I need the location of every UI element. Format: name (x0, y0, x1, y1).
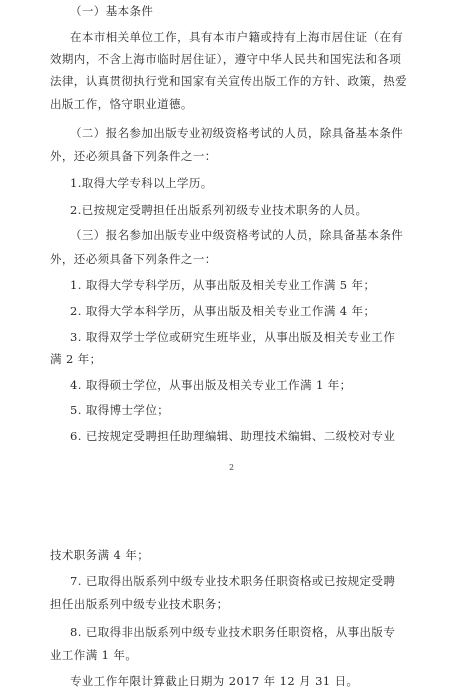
section-3-item-continuation: 技术职务满 4 年； (50, 548, 150, 562)
section-1-body-line: 效期内，不含上海市临时居住证），遵守中华人民共和国宪法和各项 (50, 52, 402, 66)
section-2-heading-line: 外，还必须具备下列条件之一： (50, 149, 217, 163)
deadline-note: 专业工作年限计算截止日期为 2017 年 12 月 31 日。 (70, 674, 359, 688)
section-3-item-continuation: 业工作满 1 年。 (50, 648, 138, 662)
section-3-item: 5. 取得博士学位； (70, 403, 170, 417)
section-3-item: 6. 已按规定受聘担任助理编辑、助理技术编辑、二级校对专业 (70, 429, 396, 443)
section-3-item: 2. 取得大学本科学历，从事出版及相关专业工作满 4 年； (70, 304, 376, 318)
page-number: 2 (229, 463, 235, 472)
section-3-item: 4. 取得硕士学位，从事出版及相关专业工作满 1 年； (70, 378, 352, 392)
section-3-item: 8. 已取得非出版系列中级专业技术职务任职资格，从事出版专 (70, 625, 396, 639)
section-1-body-line: 法律，认真贯彻执行党和国家有关宣传出版工作的方针、政策，热爱 (50, 74, 407, 88)
section-3-item: 7. 已取得出版系列中级专业技术职务任职资格或已按规定受聘 (70, 574, 396, 588)
section-1-body-line: 在本市相关单位工作，具有本市户籍或持有上海市居住证（在有 (70, 30, 404, 44)
section-3-item: 3. 取得双学士学位或研究生班毕业，从事出版及相关专业工作 (70, 330, 396, 344)
section-1-title: （一）基本条件 (70, 4, 154, 18)
section-2-item: 2.已按规定受聘担任出版系列初级专业技术职务的人员。 (70, 203, 368, 217)
section-3-item-continuation: 满 2 年； (50, 352, 102, 366)
section-3-item: 1. 取得大学专科学历，从事出版及相关专业工作满 5 年； (70, 278, 376, 292)
section-1-body-line: 出版工作，恪守职业道德。 (50, 97, 193, 111)
section-2-heading-line: （二）报名参加出版专业初级资格考试的人员，除具备基本条件 (70, 126, 404, 140)
section-3-heading-line: （三）报名参加出版专业中级资格考试的人员，除具备基本条件 (70, 228, 404, 242)
section-2-item: 1.取得大学专科以上学历。 (70, 176, 213, 190)
section-3-heading-line: 外，还必须具备下列条件之一： (50, 252, 217, 266)
section-3-item-continuation: 担任出版系列中级专业技术职务； (50, 597, 229, 611)
